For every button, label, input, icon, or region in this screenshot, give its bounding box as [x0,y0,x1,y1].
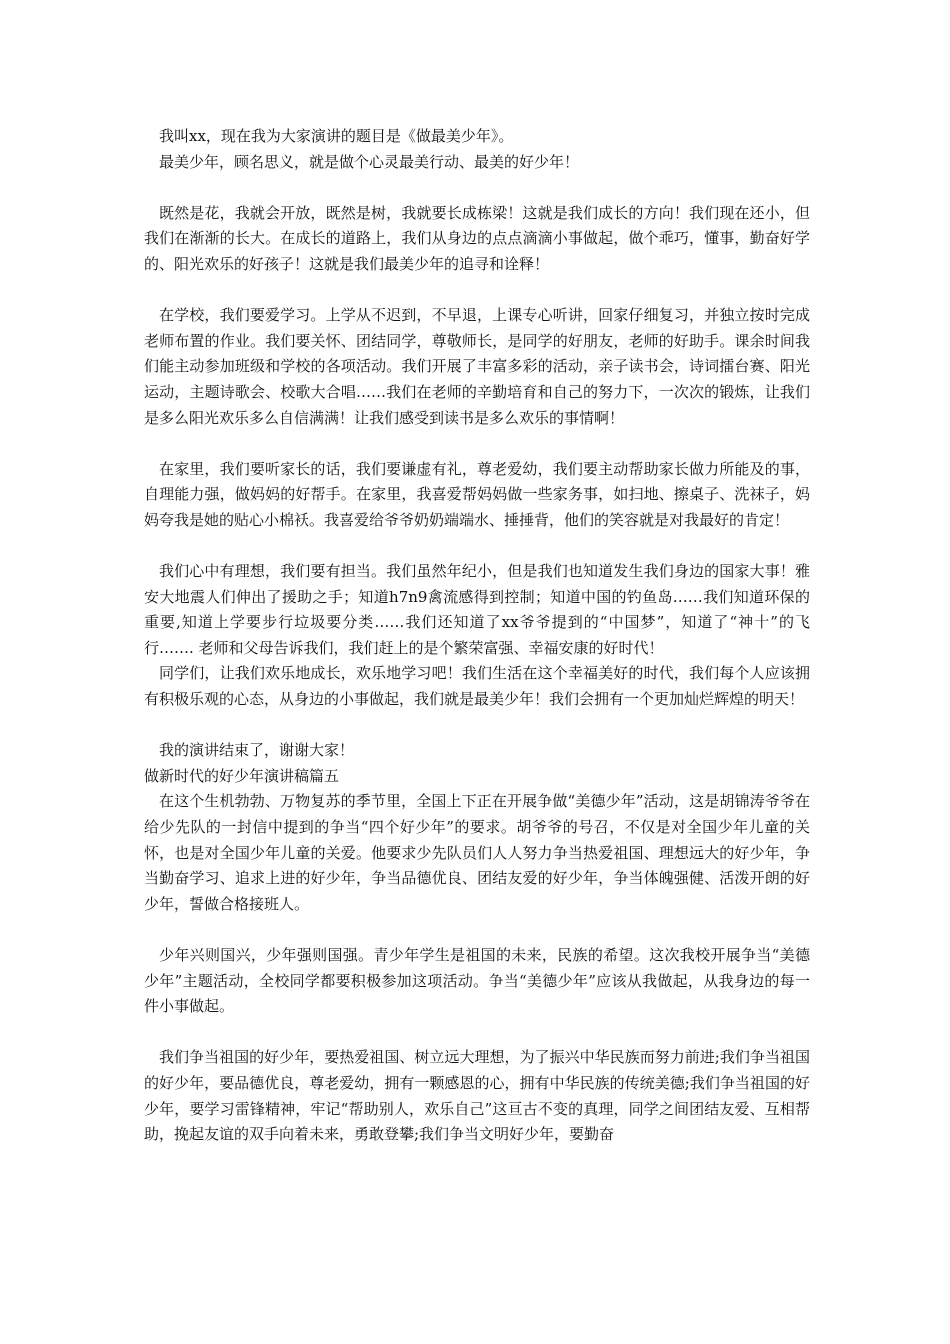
paragraph: 少年兴则国兴，少年强则国强。青少年学生是祖国的未来，民族的希望。这次我校开展争当“美德少年”主题活动，全校同学都要积极参加这项活动。争当“美德少年”应该从我做起，从我身边的每一件小事做起。 [144,946,810,1016]
paragraph-gap [144,713,810,739]
paragraph-gap [144,278,810,304]
section-heading: 做新时代的好少年演讲稿篇五 [144,766,340,785]
paragraph: 我的演讲结束了，谢谢大家！ [159,741,355,760]
paragraph: 在这个生机勃勃、万物复苏的季节里，全国上下正在开展争做“美德少年”活动，这是胡锦涛爷爷在给少先队的一封信中提到的争当“四个好少年”的要求。胡爷爷的号召，不仅是对全国少年儿童的关怀，也是对全国少年儿童的关爱。他要求少先队员们人人努力争当热爱祖国、理想远大的好少年，争当勤奋学习、追求上进的好少年，争当品德优良、团结友爱的好少年，争当体魄强健、活泼开朗的好少年，誓做合格接班人。 [144,792,810,913]
paragraph-gap [144,1020,810,1046]
paragraph: 我们争当祖国的好少年，要热爱祖国、树立远大理想，为了振兴中华民族而努力前进;我们争当祖国的好少年，要品德优良，尊老爱幼，拥有一颗感恩的心，拥有中华民族的传统美德;我们争当祖国的好少年，要学习雷锋精神，牢记“帮助别人，欢乐自己”这亘古不变的真理，同学之间团结友爱、互相帮助，挽起友谊的双手向着未来，勇敢登攀;我们争当文明好少年，要勤奋 [144,1048,810,1144]
paragraph-gap [144,175,810,201]
paragraph: 最美少年，顾名思义，就是做个心灵最美行动、最美的好少年！ [159,152,580,171]
paragraph: 在学校，我们要爱学习。上学从不迟到，不早退，上课专心听讲，回家仔细复习，并独立按时完成老师布置的作业。我们要关怀、团结同学，尊敬师长，是同学的好朋友，老师的好助手。课余时间我们能主动参加班级和学校的各项活动。我们开展了丰富多彩的活动，亲子读书会，诗词擂台赛、阳光运动，主题诗歌会、校歌大合唱……我们在老师的辛勤培育和自己的努力下，一次次的锻炼，让我们是多么阳光欢乐多么自信满满！让我们感受到读书是多么欢乐的事情啊！ [144,306,810,427]
paragraph: 我们心中有理想，我们要有担当。我们虽然年纪小，但是我们也知道发生我们身边的国家大事！雅安大地震人们伸出了援助之手；知道h7n9禽流感得到控制；知道中国的钓鱼岛……我们知道环保的重要,知道上学要步行垃圾要分类……我们还知道了xx爷爷提到的“中国梦”，知道了“神十”的飞行……. 老师和父母告诉我们，我们赶上的是个繁荣富强、幸福安康的好时代！ [144,562,810,657]
document-body [144,124,810,1148]
paragraph-gap [144,431,810,457]
paragraph: 在家里，我们要听家长的话，我们要谦虚有礼，尊老爱幼，我们要主动帮助家长做力所能及的事，自理能力强，做妈妈的好帮手。在家里，我喜爱帮妈妈做一些家务事，如扫地、擦桌子、洗袜子，妈妈夸我是她的贴心小棉袄。我喜爱给爷爷奶奶端端水、捶捶背，他们的笑容就是对我最好的肯定！ [144,459,810,529]
paragraph-gap [144,917,810,943]
paragraph: 同学们，让我们欢乐地成长，欢乐地学习吧！我们生活在这个幸福美好的时代，我们每个人应该拥有积极乐观的心态，从身边的小事做起，我们就是最美少年！我们会拥有一个更加灿烂辉煌的明天！ [144,664,810,709]
paragraph: 既然是花，我就会开放，既然是树，我就要长成栋梁！这就是我们成长的方向！我们现在还小，但我们在渐渐的长大。在成长的道路上，我们从身边的点点滴滴小事做起，做个乖巧，懂事，勤奋好学的、阳光欢乐的好孩子！这就是我们最美少年的追寻和诠释！ [144,203,810,273]
paragraph: 我叫xx，现在我为大家演讲的题目是《做最美少年》。 [159,127,514,145]
paragraph-gap [144,534,810,560]
